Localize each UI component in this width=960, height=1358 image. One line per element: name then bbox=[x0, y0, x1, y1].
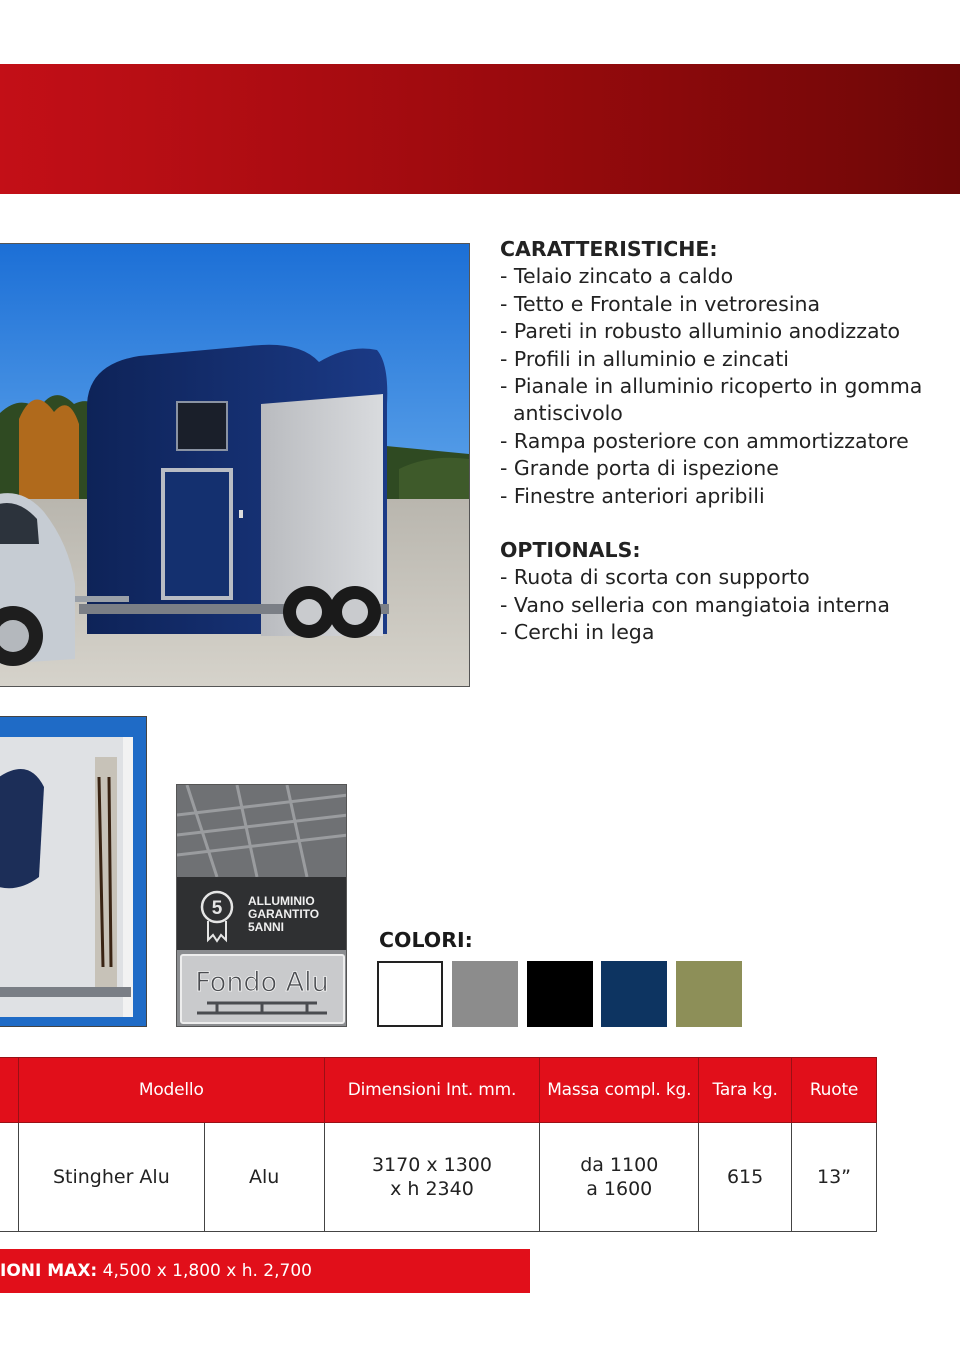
header-banner bbox=[0, 64, 960, 194]
feature-item: - Pianale in alluminio ricoperto in gomma antiscivolo bbox=[500, 374, 923, 426]
dimensioni-line-2: x h 2340 bbox=[390, 1178, 474, 1200]
feature-item: - Grande porta di ispezione bbox=[500, 456, 779, 481]
table-header-ruote: Ruote bbox=[792, 1058, 877, 1123]
table-row bbox=[0, 1123, 877, 1232]
optional-item: - Ruota di scorta con supporto bbox=[500, 565, 810, 590]
optional-item: - Vano selleria con mangiatoia interna bbox=[500, 592, 890, 617]
warranty-line-1: ALLUMINIO bbox=[248, 894, 315, 908]
features-list bbox=[500, 263, 950, 510]
table-cell-tara: 615 bbox=[699, 1123, 792, 1232]
optionals-list bbox=[500, 564, 950, 646]
warranty-years: 5 bbox=[211, 898, 223, 919]
table-header-modello: Modello bbox=[18, 1058, 324, 1123]
interior-photo bbox=[0, 716, 147, 1027]
features-title: CARATTERISTICHE: bbox=[500, 237, 718, 261]
colors-title: COLORI: bbox=[379, 928, 473, 952]
table-header-row bbox=[0, 1058, 877, 1123]
trailer-illustration bbox=[0, 244, 470, 687]
max-dimensions-bar bbox=[0, 1249, 530, 1293]
massa-line-2: a 1600 bbox=[586, 1178, 653, 1200]
table-header-blank bbox=[0, 1058, 18, 1123]
table-cell-materiale: Alu bbox=[204, 1123, 324, 1232]
warranty-line-3: 5ANNI bbox=[248, 920, 285, 934]
warranty-line-2: GARANTITO bbox=[248, 907, 320, 921]
feature-item: - Tetto e Frontale in vetroresina bbox=[500, 291, 821, 316]
optionals-title: OPTIONALS: bbox=[500, 538, 641, 563]
table-header-tara: Tara kg. bbox=[699, 1058, 792, 1123]
spec-table bbox=[0, 1057, 877, 1232]
badge-illustration bbox=[177, 785, 347, 1027]
optional-item: - Cerchi in lega bbox=[500, 620, 655, 645]
feature-item: - Pareti in robusto alluminio anodizzato bbox=[500, 319, 901, 344]
max-dimensions-value: 4,500 x 1,800 x h. 2,700 bbox=[97, 1261, 312, 1281]
table-cell-modello: Stingher Alu bbox=[18, 1123, 204, 1232]
color-swatch-blue[interactable] bbox=[601, 961, 667, 1027]
table-cell-ruote: 13” bbox=[792, 1123, 877, 1232]
interior-illustration bbox=[0, 717, 147, 1027]
feature-item: - Finestre anteriori apribili bbox=[500, 483, 765, 508]
features-section bbox=[500, 236, 950, 647]
floor-profile-icon bbox=[197, 1003, 327, 1013]
table-header-dimensioni: Dimensioni Int. mm. bbox=[324, 1058, 540, 1123]
color-swatch-white[interactable] bbox=[377, 961, 443, 1027]
massa-line-1: da 1100 bbox=[580, 1154, 659, 1176]
floor-label: Fondo Alu bbox=[195, 967, 329, 998]
trailer-photo bbox=[0, 243, 470, 687]
feature-item: - Profili in alluminio e zincati bbox=[500, 346, 789, 371]
warranty-badge bbox=[176, 784, 347, 1027]
table-cell-massa bbox=[540, 1123, 699, 1232]
feature-item: - Rampa posteriore con ammortizzatore bbox=[500, 428, 909, 453]
max-dimensions-label: IONI MAX: bbox=[0, 1261, 98, 1281]
table-header-massa: Massa compl. kg. bbox=[540, 1058, 699, 1123]
color-swatch-olive[interactable] bbox=[676, 961, 742, 1027]
color-swatch-grey[interactable] bbox=[452, 961, 518, 1027]
table-cell-blank bbox=[0, 1123, 18, 1232]
feature-item: - Telaio zincato a caldo bbox=[500, 264, 734, 289]
color-swatch-black[interactable] bbox=[527, 961, 593, 1027]
dimensioni-line-1: 3170 x 1300 bbox=[371, 1154, 492, 1176]
table-cell-dimensioni bbox=[324, 1123, 540, 1232]
